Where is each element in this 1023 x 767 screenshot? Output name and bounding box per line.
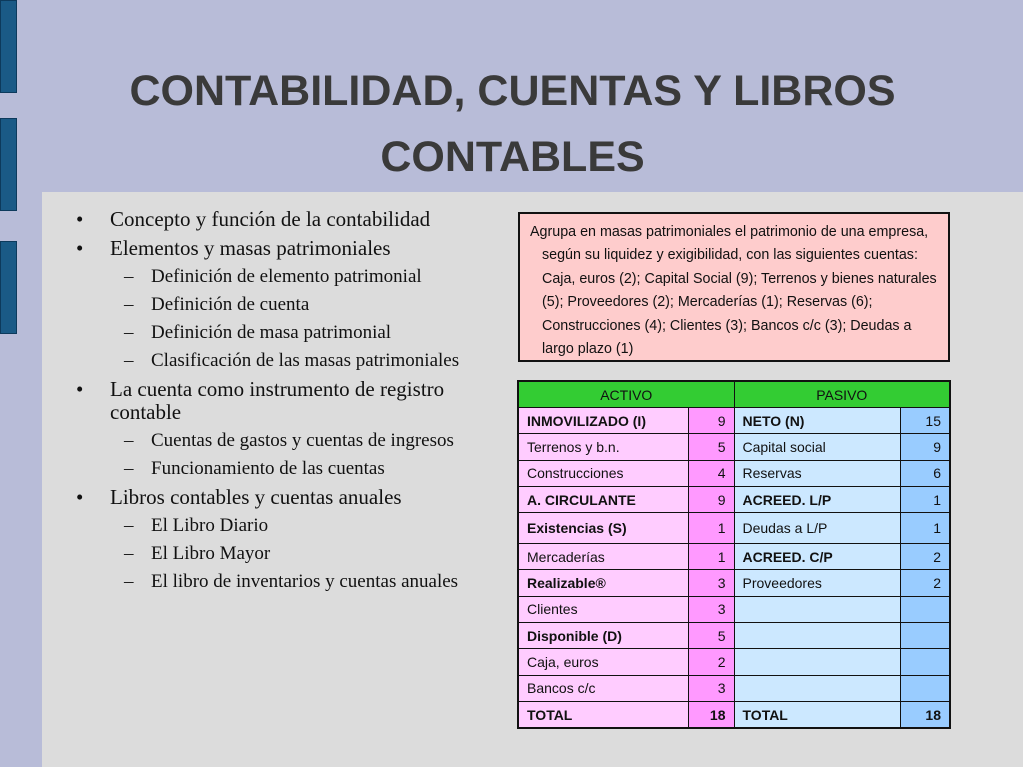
pasivo-value: 1 — [900, 486, 950, 512]
dash-mark: – — [124, 266, 134, 287]
balance-header-row — [518, 381, 950, 408]
activo-value: 2 — [688, 649, 734, 675]
bullet-mark: • — [76, 207, 84, 231]
activo-value: 9 — [688, 408, 734, 434]
outline-subitem-text: El Libro Diario — [151, 515, 269, 536]
activo-label: Construcciones — [518, 460, 688, 486]
outline-subitem-text: Definición de masa patrimonial — [151, 322, 392, 343]
balance-row — [518, 649, 950, 675]
outline-item-text: Elementos y masas patrimoniales — [110, 236, 391, 260]
balance-row — [518, 596, 950, 622]
dash-mark: – — [124, 430, 134, 451]
pasivo-label: Proveedores — [734, 570, 900, 596]
outline-subitem-text: Definición de cuenta — [151, 294, 310, 315]
pasivo-label — [734, 675, 900, 701]
activo-value: 9 — [688, 486, 734, 512]
balance-row — [518, 434, 950, 460]
pasivo-label — [734, 623, 900, 649]
pasivo-label — [734, 596, 900, 622]
pasivo-label: Reservas — [734, 460, 900, 486]
slide-title — [40, 58, 985, 190]
pasivo-value: 9 — [900, 434, 950, 460]
exercise-box — [518, 212, 950, 362]
balance-row — [518, 675, 950, 701]
outline-subitem — [72, 322, 512, 343]
activo-value: 5 — [688, 434, 734, 460]
outline-subitem — [72, 458, 512, 479]
activo-value: 3 — [688, 675, 734, 701]
balance-body — [518, 408, 950, 729]
activo-value: 1 — [688, 544, 734, 570]
pasivo-label: Deudas a L/P — [734, 513, 900, 544]
balance-row — [518, 570, 950, 596]
activo-label: Existencias (S) — [518, 513, 688, 544]
pasivo-value: 18 — [900, 701, 950, 728]
activo-label: Clientes — [518, 596, 688, 622]
activo-label: TOTAL — [518, 701, 688, 728]
pasivo-label: ACREED. L/P — [734, 486, 900, 512]
activo-label: Disponible (D) — [518, 623, 688, 649]
pasivo-value: 2 — [900, 544, 950, 570]
balance-row — [518, 544, 950, 570]
outline-list — [72, 208, 512, 599]
pasivo-label — [734, 649, 900, 675]
pasivo-value: 15 — [900, 408, 950, 434]
outline-subitem-text: El libro de inventarios y cuentas anuales — [151, 571, 459, 592]
slide-title-line1: CONTABILIDAD, CUENTAS Y LIBROS — [129, 67, 896, 115]
balance-row — [518, 460, 950, 486]
balance-row — [518, 486, 950, 512]
dash-mark: – — [124, 571, 134, 592]
pasivo-value: 1 — [900, 513, 950, 544]
dash-mark: – — [124, 294, 134, 315]
pasivo-label: ACREED. C/P — [734, 544, 900, 570]
outline-item — [72, 237, 512, 260]
outline-subitem — [72, 350, 512, 371]
pasivo-value — [900, 675, 950, 701]
outline-subitem — [72, 430, 512, 451]
outline-item-text: Libros contables y cuentas anuales — [110, 485, 402, 509]
pasivo-value — [900, 596, 950, 622]
outline-subitem — [72, 515, 512, 536]
side-tab-2 — [0, 118, 17, 211]
outline-subitem-text: Funcionamiento de las cuentas — [151, 458, 385, 479]
bullet-mark: • — [76, 377, 84, 401]
pasivo-value: 6 — [900, 460, 950, 486]
outline-subitem-text: Cuentas de gastos y cuentas de ingresos — [151, 430, 454, 451]
outline-item-text: La cuenta como instrumento de registro contable — [110, 377, 445, 424]
outline-item — [72, 378, 512, 424]
bullet-mark: • — [76, 485, 84, 509]
activo-value: 3 — [688, 570, 734, 596]
activo-value: 5 — [688, 623, 734, 649]
balance-row — [518, 513, 950, 544]
activo-label: Terrenos y b.n. — [518, 434, 688, 460]
header-activo: ACTIVO — [518, 381, 734, 408]
activo-label: Realizable® — [518, 570, 688, 596]
activo-value: 1 — [688, 513, 734, 544]
pasivo-value: 2 — [900, 570, 950, 596]
pasivo-label: NETO (N) — [734, 408, 900, 434]
outline-subitem — [72, 294, 512, 315]
dash-mark: – — [124, 515, 134, 536]
slide-title-line2: CONTABLES — [380, 133, 645, 181]
pasivo-label: Capital social — [734, 434, 900, 460]
dash-mark: – — [124, 458, 134, 479]
outline-subitem-text: El Libro Mayor — [151, 543, 271, 564]
balance-row — [518, 623, 950, 649]
dash-mark: – — [124, 322, 134, 343]
outline-item-text: Concepto y función de la contabilidad — [110, 207, 431, 231]
activo-label: Caja, euros — [518, 649, 688, 675]
side-tab-3 — [0, 241, 17, 334]
outline-subitem-text: Definición de elemento patrimonial — [151, 266, 422, 287]
activo-label: Bancos c/c — [518, 675, 688, 701]
dash-mark: – — [124, 543, 134, 564]
activo-value: 3 — [688, 596, 734, 622]
outline-subitem — [72, 543, 512, 564]
outline-item — [72, 208, 512, 231]
balance-row — [518, 408, 950, 434]
activo-label: Mercaderías — [518, 544, 688, 570]
activo-value: 18 — [688, 701, 734, 728]
balance-table — [517, 380, 951, 729]
outline-subitem — [72, 266, 512, 287]
pasivo-value — [900, 649, 950, 675]
exercise-text: Agrupa en masas patrimoniales el patrimonio de una empresa, según su liquidez y exigibilidad, con las siguientes cuentas: Caja, euros (2); Capital Social (9); Terrenos y bienes naturales (5); Proveedores (2); Mercaderías (1); Reservas (6); Construcciones (4); Clientes (3); Bancos c/c (3); Deudas a largo plazo (1) — [530, 224, 937, 358]
activo-value: 4 — [688, 460, 734, 486]
outline-item — [72, 486, 512, 509]
dash-mark: – — [124, 350, 134, 371]
header-pasivo: PASIVO — [734, 381, 950, 408]
outline-subitem-text: Clasificación de las masas patrimoniales — [151, 350, 460, 371]
activo-label: INMOVILIZADO (I) — [518, 408, 688, 434]
bullet-mark: • — [76, 236, 84, 260]
activo-label: A. CIRCULANTE — [518, 486, 688, 512]
pasivo-value — [900, 623, 950, 649]
side-tab-1 — [0, 0, 17, 93]
balance-row — [518, 701, 950, 728]
outline-subitem — [72, 571, 512, 592]
pasivo-label: TOTAL — [734, 701, 900, 728]
